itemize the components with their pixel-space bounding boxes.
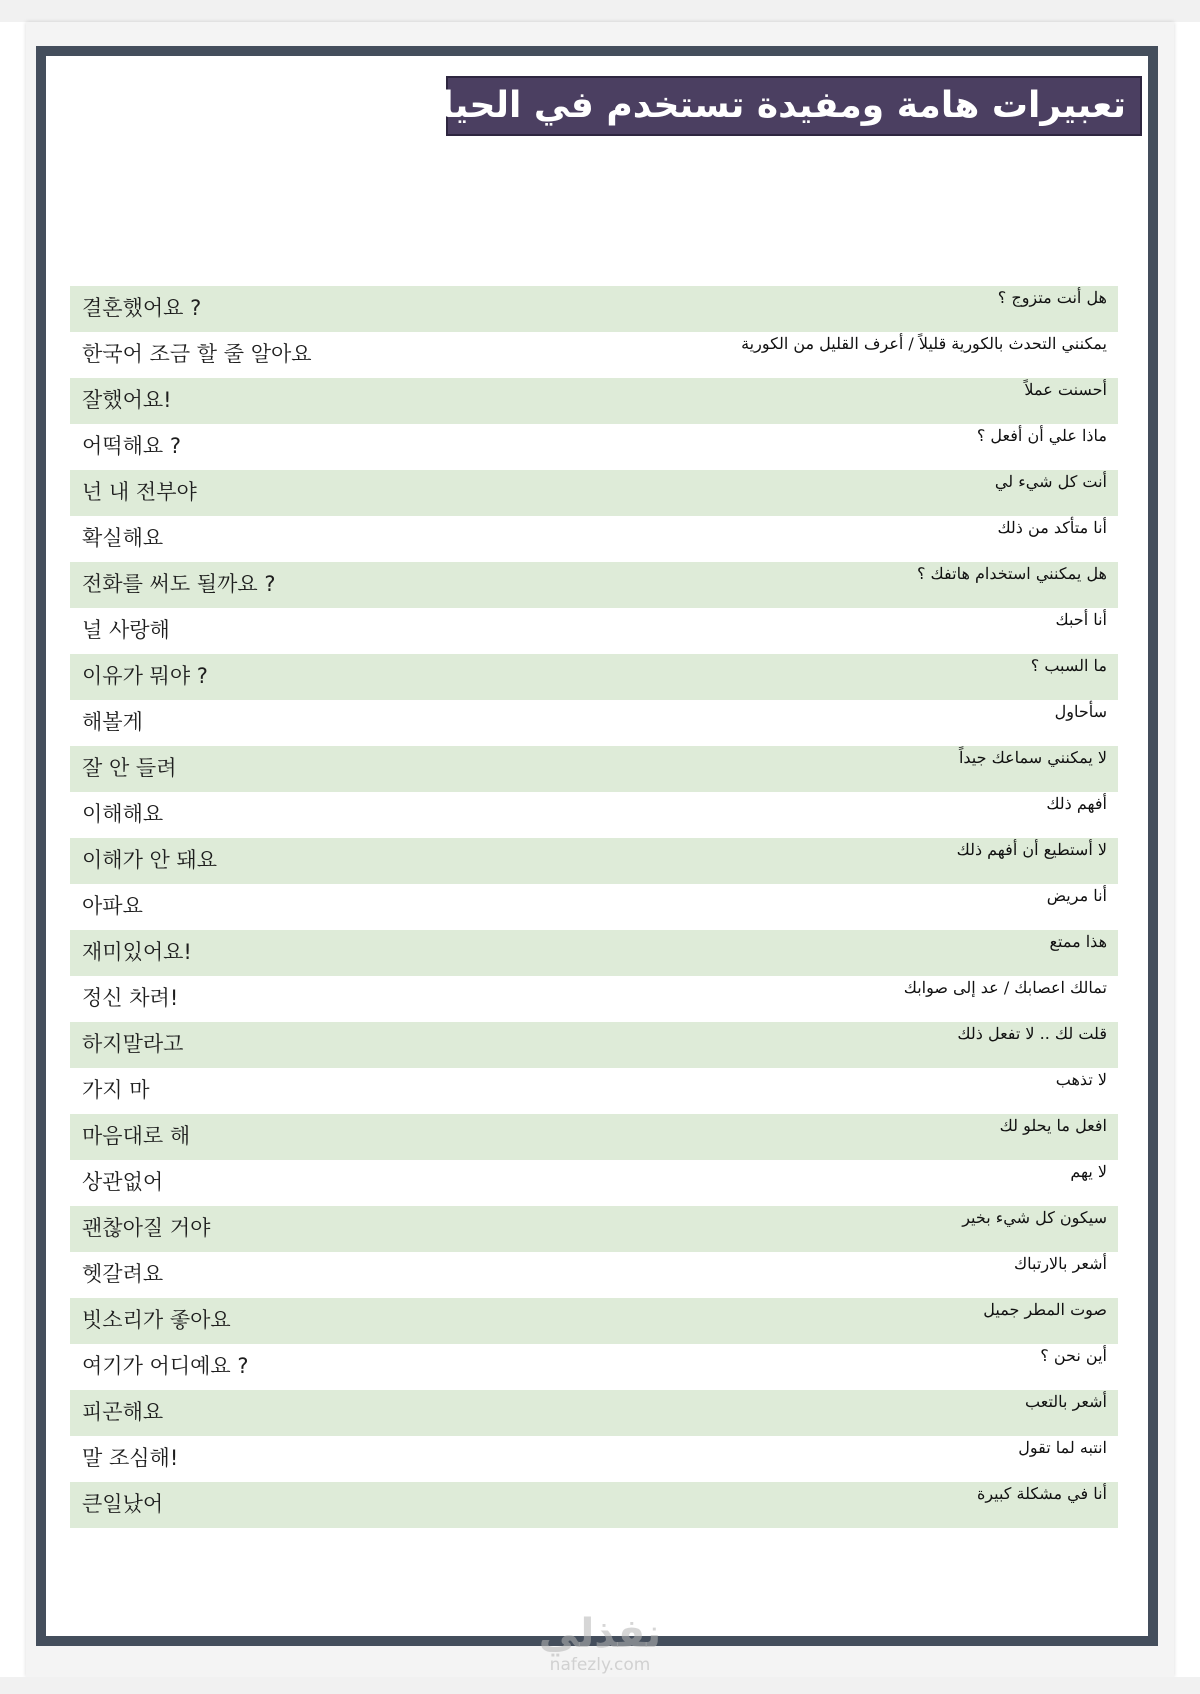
page-title: تعبيرات هامة ومفيدة تستخدم في الحياة اليومية xyxy=(446,76,1142,136)
top-strip xyxy=(0,0,1200,22)
korean-phrase: 마음대로 해 xyxy=(82,1124,191,1148)
watermark-text: نفذلي xyxy=(538,1611,662,1657)
table-row xyxy=(70,930,1118,976)
table-row xyxy=(70,562,1118,608)
arabic-translation: صوت المطر جميل xyxy=(983,1300,1107,1319)
korean-phrase: 어떡해요 ? xyxy=(82,434,181,458)
korean-phrase: 널 사랑해 xyxy=(82,618,170,642)
arabic-translation: قلت لك .. لا تفعل ذلك xyxy=(957,1024,1107,1043)
table-row xyxy=(70,884,1118,930)
table-row xyxy=(70,1114,1118,1160)
table-row xyxy=(70,1436,1118,1482)
arabic-translation: ما السبب ؟ xyxy=(1030,656,1107,675)
korean-phrase: 잘했어요! xyxy=(82,388,172,412)
arabic-translation: أنا مريض xyxy=(1046,886,1107,905)
arabic-translation: أنا أحبك xyxy=(1055,610,1107,629)
korean-phrase: 빗소리가 좋아요 xyxy=(82,1308,231,1332)
table-row xyxy=(70,654,1118,700)
arabic-translation: انتبه لما تقول xyxy=(1018,1438,1107,1457)
table-row xyxy=(70,1068,1118,1114)
korean-phrase: 재미있어요! xyxy=(82,940,192,964)
arabic-translation: يمكنني التحدث بالكورية قليلاً / أعرف القليل من الكورية xyxy=(741,334,1107,353)
korean-phrase: 헷갈려요 xyxy=(82,1262,164,1286)
arabic-translation: أشعر بالارتباك xyxy=(1013,1254,1107,1273)
arabic-translation: أفهم ذلك xyxy=(1046,794,1107,813)
korean-phrase: 가지 마 xyxy=(82,1078,150,1102)
korean-phrase: 이유가 뭐야 ? xyxy=(82,664,208,688)
arabic-translation: افعل ما يحلو لك xyxy=(999,1116,1107,1135)
arabic-translation: هل أنت متزوج ؟ xyxy=(997,288,1107,307)
arabic-translation: تمالك اعصابك / عد إلى صوابك xyxy=(903,978,1107,997)
arabic-translation: ماذا علي أن أفعل ؟ xyxy=(976,426,1107,445)
arabic-translation: سأحاول xyxy=(1054,702,1107,721)
table-row xyxy=(70,286,1118,332)
korean-phrase: 여기가 어디예요 ? xyxy=(82,1354,249,1378)
korean-phrase: 넌 내 전부야 xyxy=(82,480,197,504)
table-row xyxy=(70,1482,1118,1528)
table-row xyxy=(70,608,1118,654)
table-row xyxy=(70,792,1118,838)
korean-phrase: 이해가 안 돼요 xyxy=(82,848,218,872)
table-row xyxy=(70,1206,1118,1252)
table-row xyxy=(70,332,1118,378)
arabic-translation: أحسنت عملاً xyxy=(1024,380,1107,399)
korean-phrase: 해볼게 xyxy=(82,710,143,734)
table-row xyxy=(70,1022,1118,1068)
table-row xyxy=(70,378,1118,424)
table-row xyxy=(70,1390,1118,1436)
phrase-table xyxy=(70,286,1118,1528)
korean-phrase: 확실해요 xyxy=(82,526,164,550)
arabic-translation: هل يمكنني استخدام هاتفك ؟ xyxy=(916,564,1107,583)
korean-phrase: 피곤해요 xyxy=(82,1400,164,1424)
table-row xyxy=(70,1344,1118,1390)
korean-phrase: 말 조심해! xyxy=(82,1446,179,1470)
watermark-logo xyxy=(480,1612,720,1674)
table-row xyxy=(70,516,1118,562)
arabic-translation: أنا متأكد من ذلك xyxy=(997,518,1107,537)
table-row xyxy=(70,976,1118,1022)
arabic-translation: سيكون كل شيء بخير xyxy=(962,1208,1107,1227)
arabic-translation: أين نحن ؟ xyxy=(1040,1346,1107,1365)
korean-phrase: 결혼했어요 ? xyxy=(82,296,202,320)
korean-phrase: 아파요 xyxy=(82,894,143,918)
korean-phrase: 상관없어 xyxy=(82,1170,164,1194)
korean-phrase: 큰일났어 xyxy=(82,1492,164,1516)
arabic-translation: لا يمكنني سماعك جيداً xyxy=(958,748,1107,767)
table-row xyxy=(70,1298,1118,1344)
arabic-translation: أشعر بالتعب xyxy=(1025,1392,1107,1411)
table-row xyxy=(70,746,1118,792)
document-frame xyxy=(36,46,1158,1646)
korean-phrase: 정신 차려! xyxy=(82,986,179,1010)
arabic-translation: أنت كل شيء لي xyxy=(994,472,1107,491)
korean-phrase: 한국어 조금 할 줄 알아요 xyxy=(82,342,312,366)
arabic-translation: هذا ممتع xyxy=(1049,932,1107,951)
bottom-strip xyxy=(0,1677,1200,1694)
korean-phrase: 전화를 써도 될까요 ? xyxy=(82,572,276,596)
table-row xyxy=(70,1160,1118,1206)
table-row xyxy=(70,424,1118,470)
table-row xyxy=(70,1252,1118,1298)
korean-phrase: 이해해요 xyxy=(82,802,164,826)
korean-phrase: 하지말라고 xyxy=(82,1032,184,1056)
arabic-translation: أنا في مشكلة كبيرة xyxy=(976,1484,1107,1503)
table-row xyxy=(70,700,1118,746)
table-row xyxy=(70,838,1118,884)
arabic-translation: لا تذهب xyxy=(1055,1070,1107,1089)
table-row xyxy=(70,470,1118,516)
arabic-translation: لا يهم xyxy=(1070,1162,1107,1181)
watermark-url: nafezly.com xyxy=(549,1655,651,1675)
arabic-translation: لا أستطيع أن أفهم ذلك xyxy=(956,840,1107,859)
korean-phrase: 잘 안 들려 xyxy=(82,756,177,780)
korean-phrase: 괜찮아질 거야 xyxy=(82,1216,211,1240)
